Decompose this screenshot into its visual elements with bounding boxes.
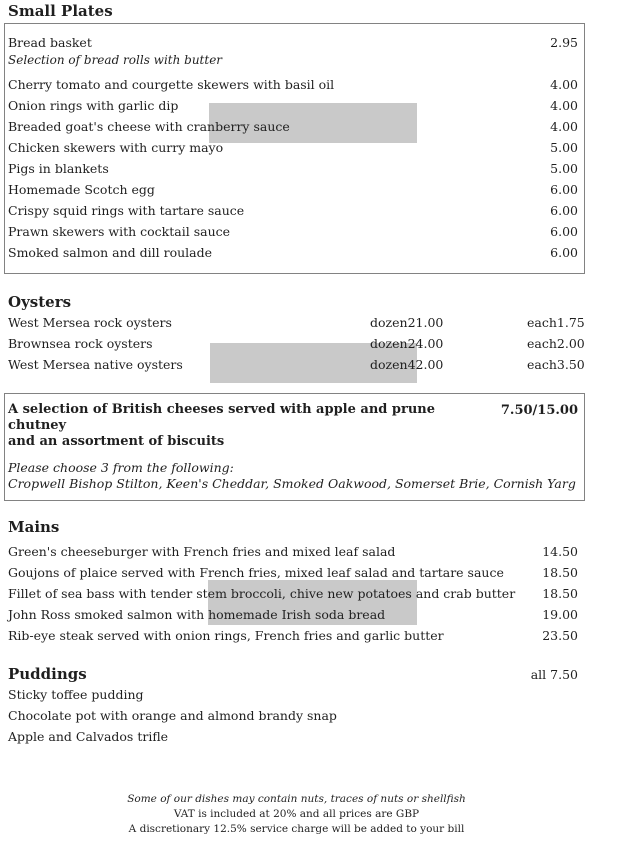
item-price: 5.00 bbox=[550, 161, 578, 176]
item-description: Selection of bread rolls with butter bbox=[8, 53, 223, 67]
item-price: 18.50 bbox=[542, 565, 578, 580]
item-name: Onion rings with garlic dip bbox=[8, 98, 179, 113]
puddings-header bbox=[8, 666, 578, 682]
menu-item-row bbox=[8, 562, 578, 583]
puddings-price-note: all 7.50 bbox=[530, 667, 578, 682]
each-price: 3.50 bbox=[556, 357, 585, 372]
menu-item-row bbox=[8, 200, 578, 221]
item-name: Brownsea rock oysters bbox=[8, 336, 153, 351]
item-price: 19.00 bbox=[542, 607, 578, 622]
item-name: West Mersea native oysters bbox=[8, 357, 183, 372]
footer-service-charge-note: A discretionary 12.5% service charge will be added to your bill bbox=[128, 823, 465, 835]
item-price: 6.00 bbox=[550, 245, 578, 260]
item-name: Apple and Calvados trifle bbox=[8, 729, 169, 744]
footer-notes bbox=[8, 792, 585, 837]
dozen-price: 24.00 bbox=[407, 336, 444, 351]
section-title-oysters: Oysters bbox=[8, 293, 72, 311]
item-name: Goujons of plaice served with French fries, mixed leaf salad and tartare sauce bbox=[8, 565, 504, 580]
item-name: Smoked salmon and dill roulade bbox=[8, 245, 213, 260]
item-price: 5.00 bbox=[550, 140, 578, 155]
each-label: each bbox=[527, 357, 557, 372]
oysters-list bbox=[8, 312, 585, 375]
item-name: John Ross smoked salmon with homemade Irish soda bread bbox=[8, 607, 386, 622]
footer-vat-note: VAT is included at 20% and all prices are GBP bbox=[173, 808, 420, 820]
item-price: 2.95 bbox=[550, 35, 578, 50]
menu-item-row bbox=[8, 583, 578, 604]
dozen-label: dozen bbox=[370, 336, 408, 351]
cheese-note-choose: Please choose 3 from the following: bbox=[8, 460, 234, 475]
item-name: Crispy squid rings with tartare sauce bbox=[8, 203, 245, 218]
item-name: Fillet of sea bass with tender stem broccoli, chive new potatoes and crab butter bbox=[8, 586, 516, 601]
item-name: Pigs in blankets bbox=[8, 161, 109, 176]
each-price: 1.75 bbox=[556, 315, 585, 330]
menu-item-row bbox=[8, 74, 578, 95]
item-price: 14.50 bbox=[542, 544, 578, 559]
cheese-title-line2: and an assortment of biscuits bbox=[8, 434, 225, 449]
item-name: Chicken skewers with curry mayo bbox=[8, 140, 224, 155]
footer-allergy-note: Some of our dishes may contain nuts, traces of nuts or shellfish bbox=[127, 793, 466, 805]
menu-item-row bbox=[8, 179, 578, 200]
item-name: Sticky toffee pudding bbox=[8, 687, 144, 702]
item-name: Rib-eye steak served with onion rings, French fries and garlic butter bbox=[8, 628, 444, 643]
item-name: Cherry tomato and courgette skewers with basil oil bbox=[8, 77, 335, 92]
dozen-label: dozen bbox=[370, 315, 408, 330]
menu-item-row bbox=[8, 221, 578, 242]
item-price: 4.00 bbox=[550, 77, 578, 92]
each-label: each bbox=[527, 336, 557, 351]
menu-item-row bbox=[8, 684, 578, 705]
menu-item-row bbox=[8, 158, 578, 179]
menu-item-row bbox=[8, 604, 578, 625]
menu-item-row bbox=[8, 116, 578, 137]
puddings-list bbox=[8, 684, 578, 747]
menu-item-row bbox=[8, 32, 578, 53]
menu-item-row bbox=[8, 541, 578, 562]
section-title-puddings: Puddings bbox=[8, 665, 87, 683]
section-title-mains: Mains bbox=[8, 518, 60, 536]
section-title-small-plates: Small Plates bbox=[8, 2, 113, 20]
small-plates-box bbox=[4, 23, 585, 274]
menu-item-row bbox=[8, 705, 578, 726]
item-name: West Mersea rock oysters bbox=[8, 315, 172, 330]
cheese-note-varieties: Cropwell Bishop Stilton, Keen's Cheddar, Smoked Oakwood, Somerset Brie, Cornish Yarg bbox=[8, 476, 576, 491]
cheese-selection-box bbox=[4, 393, 585, 501]
item-price: 4.00 bbox=[550, 119, 578, 134]
item-name: Green's cheeseburger with French fries and mixed leaf salad bbox=[8, 544, 396, 559]
item-name: Bread basket bbox=[8, 35, 92, 50]
cheese-price: 7.50/15.00 bbox=[500, 403, 578, 418]
item-price: 6.00 bbox=[550, 182, 578, 197]
menu-item-row bbox=[8, 137, 578, 158]
each-price: 2.00 bbox=[556, 336, 585, 351]
item-price: 23.50 bbox=[542, 628, 578, 643]
dozen-price: 42.00 bbox=[407, 357, 444, 372]
item-price: 4.00 bbox=[550, 98, 578, 113]
mains-list bbox=[8, 541, 578, 646]
each-label: each bbox=[527, 315, 557, 330]
oyster-row bbox=[8, 312, 585, 333]
menu-item-row bbox=[8, 95, 578, 116]
menu-item-row bbox=[8, 625, 578, 646]
dozen-price: 21.00 bbox=[407, 315, 444, 330]
oyster-row bbox=[8, 333, 585, 354]
item-name: Homemade Scotch egg bbox=[8, 182, 155, 197]
menu-item-row bbox=[8, 242, 578, 263]
menu-item-row bbox=[8, 726, 578, 747]
item-name: Breaded goat's cheese with cranberry sauce bbox=[8, 119, 290, 134]
dozen-label: dozen bbox=[370, 357, 408, 372]
cheese-title-line1: A selection of British cheeses served with apple and prune chutney bbox=[8, 402, 436, 433]
item-name: Chocolate pot with orange and almond brandy snap bbox=[8, 708, 337, 723]
item-price: 6.00 bbox=[550, 224, 578, 239]
oyster-row bbox=[8, 354, 585, 375]
item-price: 18.50 bbox=[542, 586, 578, 601]
item-price: 6.00 bbox=[550, 203, 578, 218]
item-name: Prawn skewers with cocktail sauce bbox=[8, 224, 231, 239]
